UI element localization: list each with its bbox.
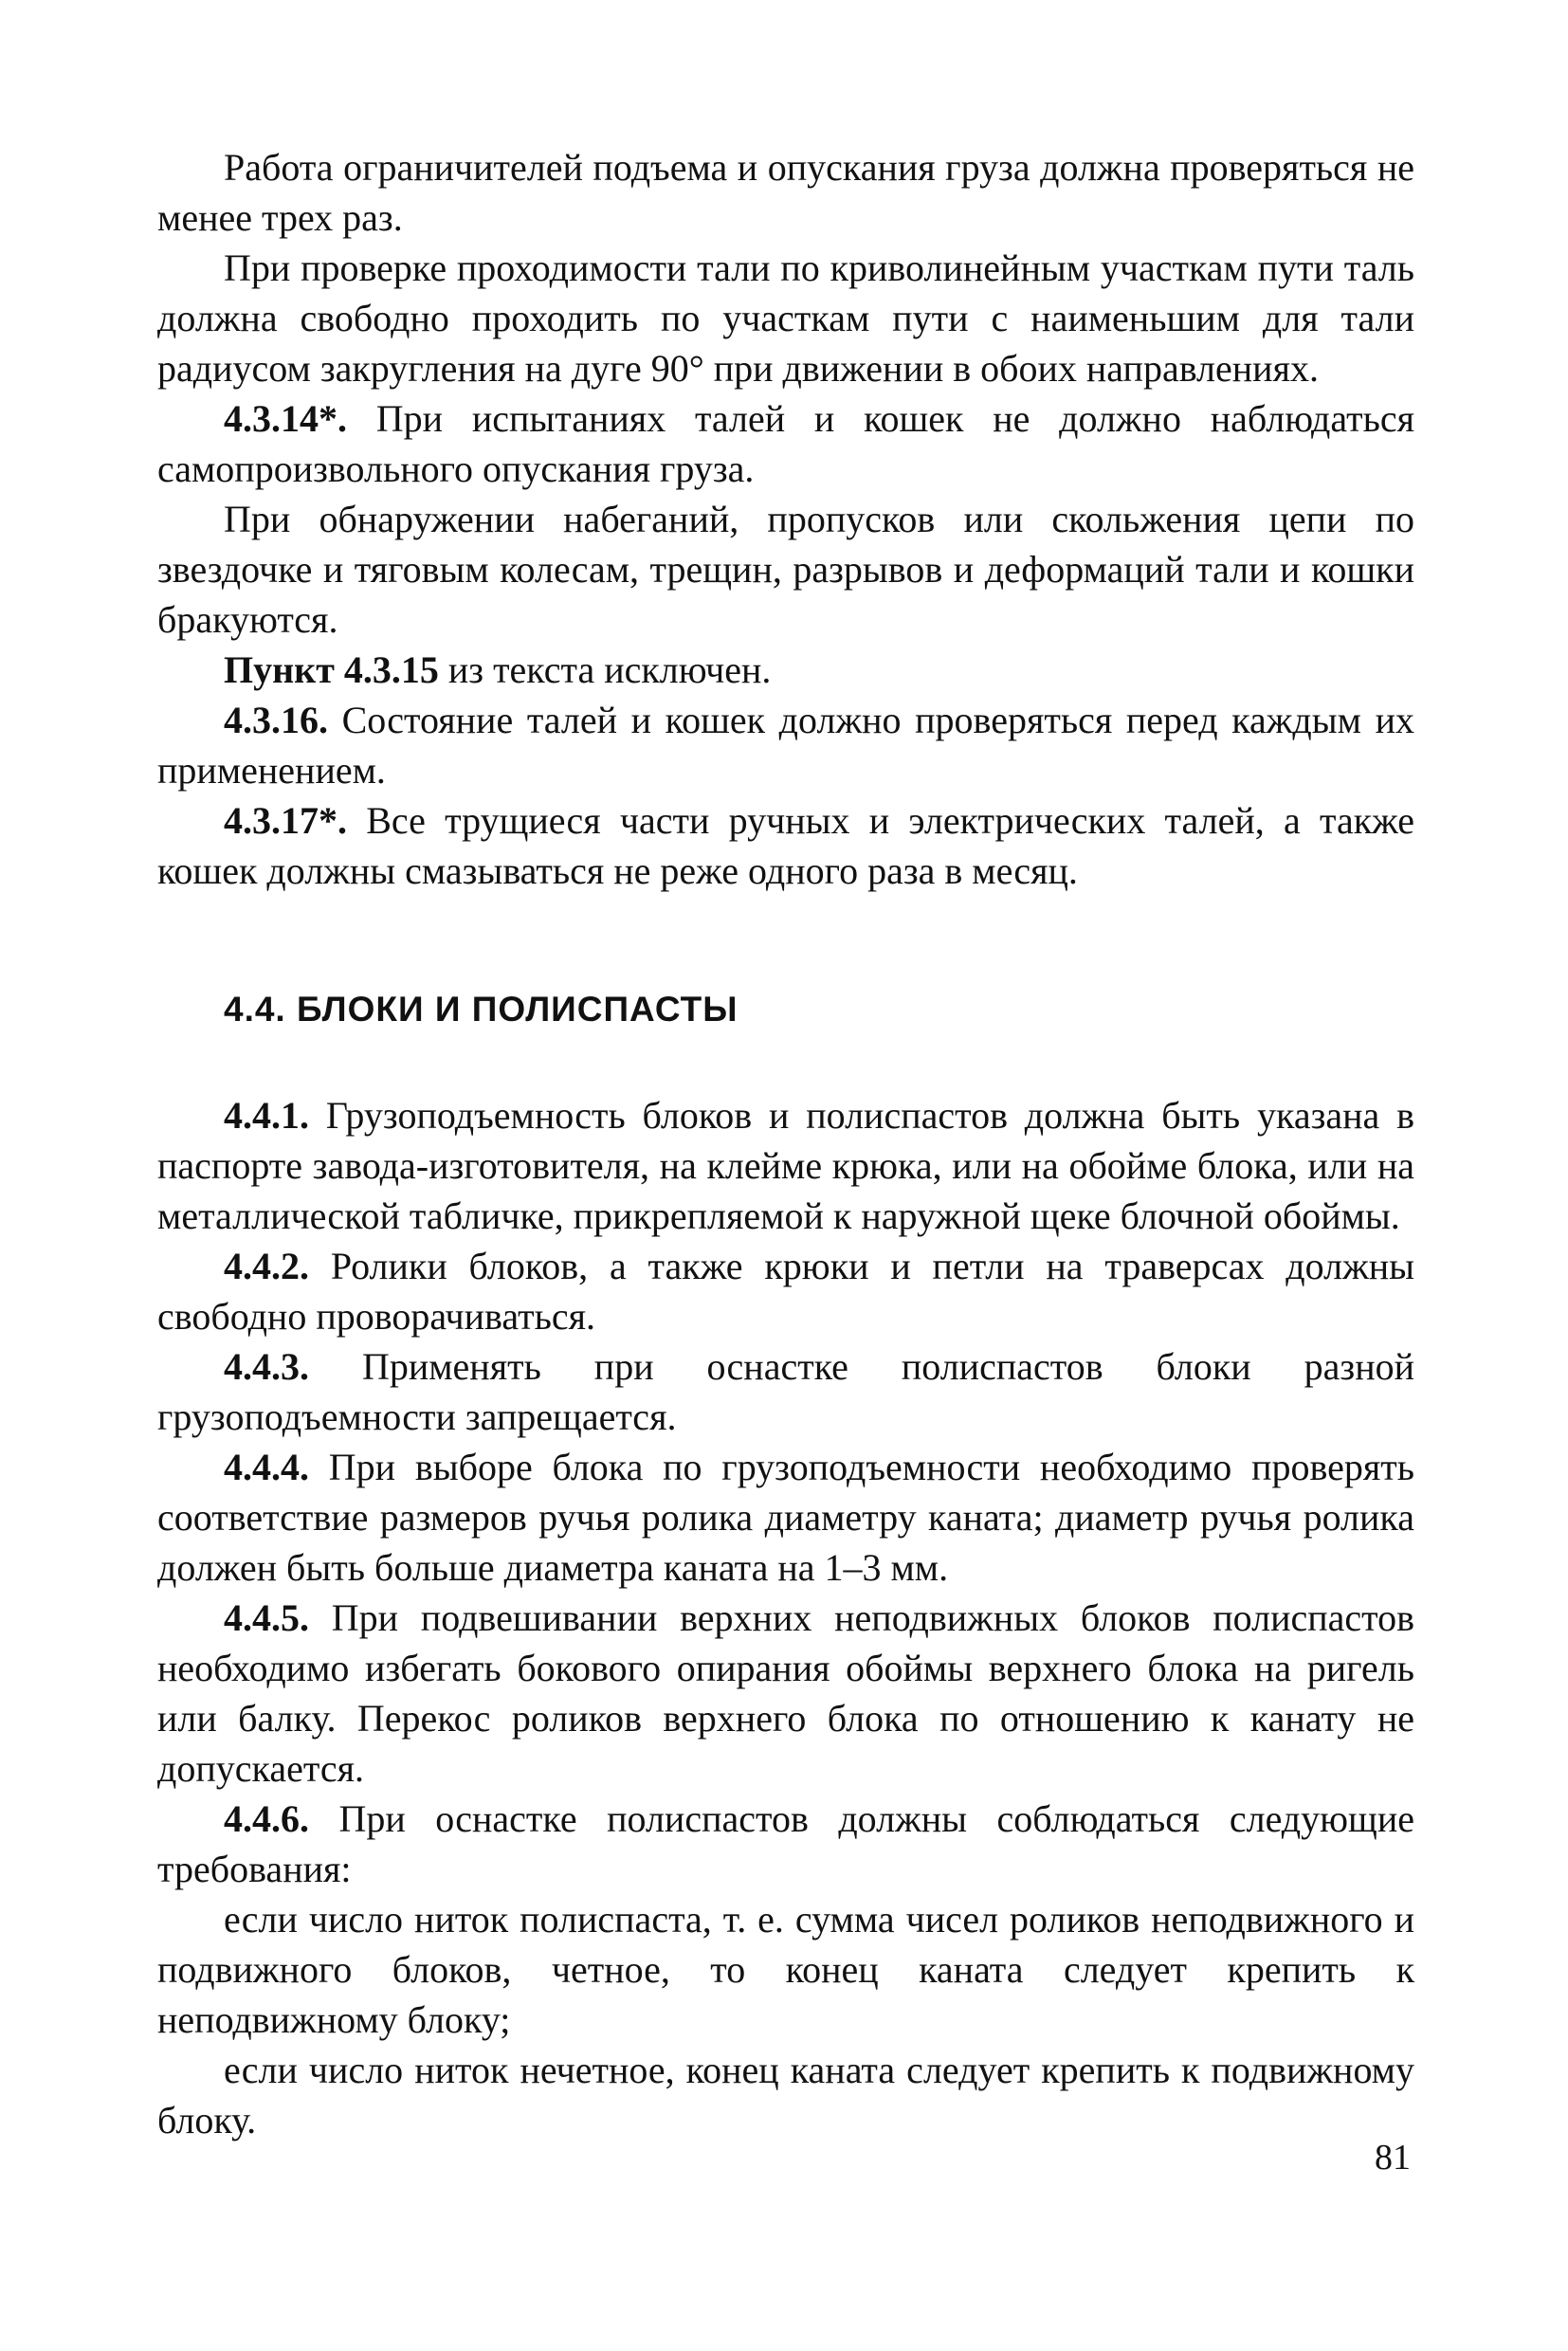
paragraph [157,1341,1414,1442]
paragraph [157,393,1414,494]
paragraph-text: из текста исключен. [438,648,772,691]
paragraph-text: если число ниток полиспаста, т. е. сумма чисел роликов неподвижного и подвижного блоков, четное, то конец каната следует крепить к неподвижному блоку; [157,1898,1414,2041]
paragraph [157,1090,1414,1241]
paragraphs-bottom [157,1090,1414,2145]
clause-number: 4.4.5. [224,1596,309,1639]
clause-number: 4.4.2. [224,1245,309,1287]
paragraph-text: Работа ограничителей подъема и опускания груза должна проверяться не менее трех раз. [157,146,1414,239]
paragraph [157,2045,1414,2145]
section-title: 4.4. БЛОКИ И ПОЛИСПАСТЫ [224,990,738,1029]
clause-number: 4.3.16. [224,699,328,741]
paragraph [157,494,1414,645]
paragraph-text: При обнаружении набеганий, пропусков или скольжения цепи по звездочке и тяговым колесам, трещин, разрывов и деформаций тали и кошки бракуются. [157,498,1414,641]
paragraph-text: При испытаниях талей и кошек не должно наблюдаться самопроизвольного опускания груза. [157,397,1414,490]
paragraph-text: Грузоподъемность блоков и полиспастов должна быть указана в паспорте завода-изготовителя, на клейме крюка, или на обойме блока, или на металлической табличке, прикрепляемой к наружной щеке блочной обоймы. [157,1094,1414,1237]
paragraph [157,1894,1414,2045]
paragraph [157,795,1414,896]
paragraph-text: Применять при оснастке полиспастов блоки разной грузоподъемности запрещается. [157,1345,1414,1438]
clause-number: Пункт 4.3.15 [224,648,439,691]
clause-number: 4.4.1. [224,1094,309,1137]
page-body [157,142,1414,2145]
paragraph-text: если число ниток нечетное, конец каната следует крепить к подвижному блоку. [157,2049,1414,2141]
paragraph [157,1593,1414,1794]
paragraph-text: Ролики блоков, а также крюки и петли на траверсах должны свободно проворачиваться. [157,1245,1414,1338]
page-number: 81 [1375,2138,1411,2178]
paragraph [157,1442,1414,1593]
paragraph-text: Все трущиеся части ручных и электрических талей, а также кошек должны смазываться не реже одного раза в месяц. [157,799,1414,892]
paragraph-text: Состояние талей и кошек должно проверяться перед каждым их применением. [157,699,1414,792]
clause-number: 4.4.3. [224,1345,309,1388]
paragraph-text: При подвешивании верхних неподвижных блоков полиспастов необходимо избегать бокового опирания обоймы верхнего блока на ригель или балку. Перекос роликов верхнего блока по отношению к канату не допускается. [157,1596,1414,1790]
paragraph [157,142,1414,243]
paragraph-text: При выборе блока по грузоподъемности необходимо проверять соответствие размеров ручья ролика диаметру каната; диаметр ручья ролика должен быть больше диаметра каната на 1–3 мм. [157,1446,1414,1589]
paragraphs-top [157,142,1414,896]
clause-number: 4.4.6. [224,1797,309,1840]
clause-number: 4.3.14*. [224,397,347,440]
paragraph [157,645,1414,695]
clause-number: 4.4.4. [224,1446,309,1488]
paragraph-text: При оснастке полиспастов должны соблюдаться следующие требования: [157,1797,1414,1890]
paragraph [157,695,1414,795]
paragraph [157,243,1414,393]
paragraph [157,1241,1414,1341]
paragraph [157,1794,1414,1894]
clause-number: 4.3.17*. [224,799,347,842]
paragraph-text: При проверке проходимости тали по криволинейным участкам пути таль должна свободно проходить по участкам пути с наименьшим для тали радиусом закругления на дуге 90° при движении в обоих направлениях. [157,246,1414,390]
